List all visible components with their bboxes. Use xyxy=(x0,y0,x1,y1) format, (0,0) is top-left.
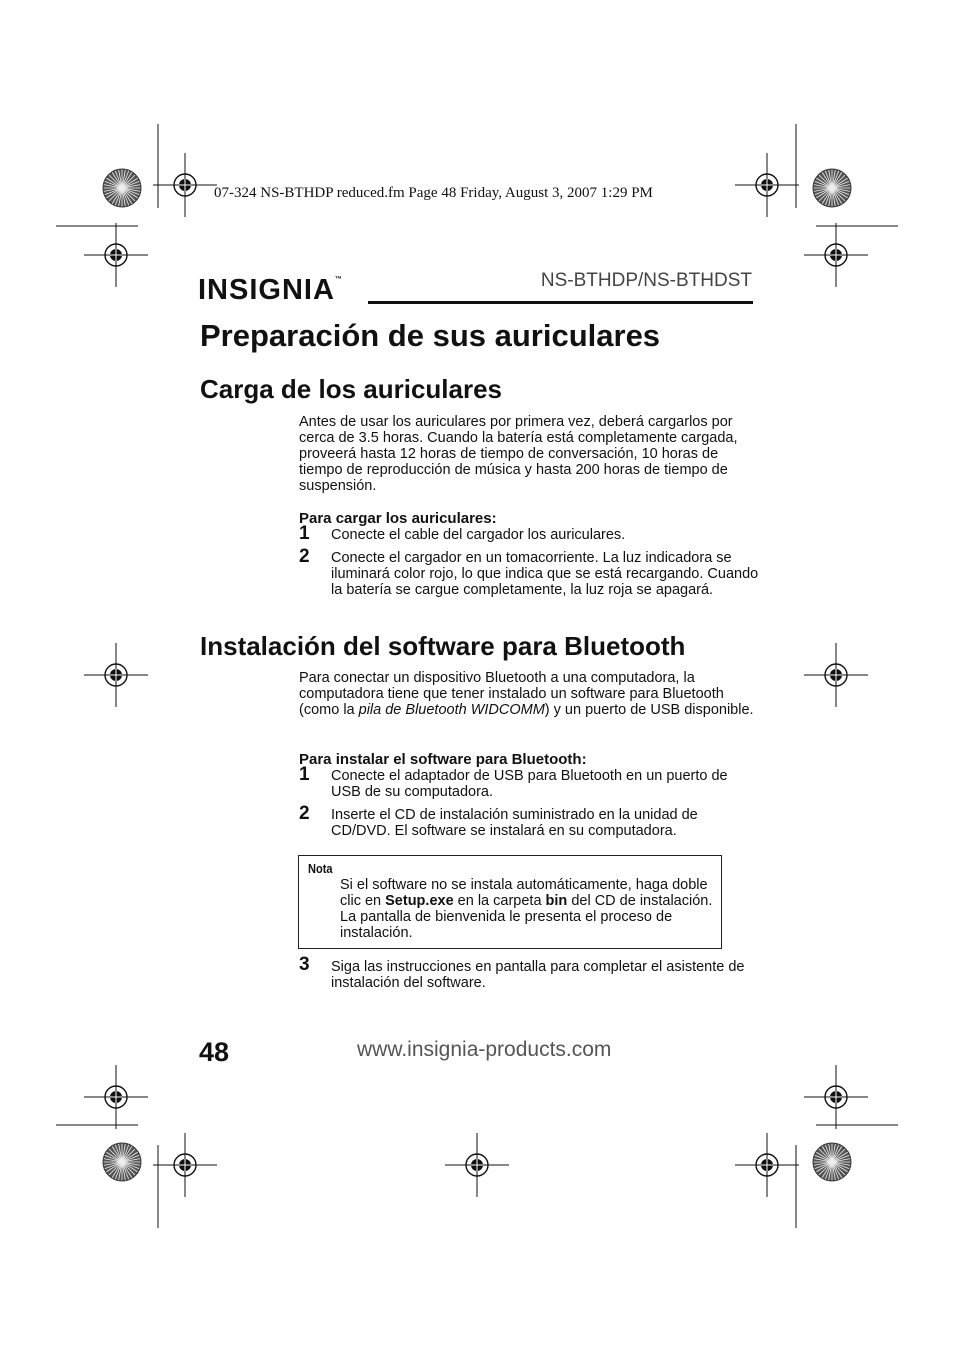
step-number: 2 xyxy=(299,803,310,824)
header-rule xyxy=(368,301,753,304)
model-number: NS-BTHDP/NS-BTHDST xyxy=(540,270,752,291)
step-number: 1 xyxy=(299,523,310,544)
file-slug-line: 07-324 NS-BTHDP reduced.fm Page 48 Friday, August 3, 2007 1:29 PM xyxy=(214,185,653,201)
footer-url: www.insignia-products.com xyxy=(357,1038,612,1061)
logo-text: INSIGNIA xyxy=(198,274,335,306)
bin-folder-name: bin xyxy=(545,893,568,909)
step-number: 1 xyxy=(299,764,310,785)
step-text: Conecte el cable del cargador los auriculares. xyxy=(331,527,626,543)
step-number: 2 xyxy=(299,546,310,567)
step-text: Conecte el adaptador de USB para Bluetooth en un puerto de USB de su computadora. xyxy=(331,768,728,800)
page-title: Preparación de sus auriculares xyxy=(200,318,661,353)
charging-intro: Antes de usar los auriculares por primera vez, deberá cargarlos por cerca de 3.5 horas. Cuando la batería está completamente cargada, proveerá hasta 12 horas de tiempo de conversación, 10 horas de tiempo de reproducción de música y hasta 200 horas de tiempo de suspensión. xyxy=(299,414,738,494)
insignia-logo xyxy=(198,274,342,307)
step-text: Inserte el CD de instalación suministrado en la unidad de CD/DVD. El software se instalará en su computadora. xyxy=(331,807,698,839)
procedure-title-software: Para instalar el software para Bluetooth: xyxy=(299,751,587,768)
widcomm-stack-name: pila de Bluetooth WIDCOMM xyxy=(358,702,545,718)
step-text: Siga las instrucciones en pantalla para completar el asistente de instalación del software. xyxy=(331,959,745,991)
step-text: Conecte el cargador en un tomacorriente. La luz indicadora se iluminará color rojo, lo que indica que se está recargando. Cuando la batería se cargue completamente, la luz roja se apagará. xyxy=(331,550,759,598)
software-intro: Para conectar un dispositivo Bluetooth a una computadora, la computadora tiene que tener instalado un software para Bluetooth (como la pila de Bluetooth WIDCOMM) y un puerto de USB disponible. xyxy=(299,670,754,718)
procedure-title-charging: Para cargar los auriculares: xyxy=(299,510,497,527)
note-text: Si el software no se instala automáticamente, haga doble clic en Setup.exe en la carpeta bin del CD de instalación. La pantalla de bienvenida le presenta el proceso de instalación. xyxy=(340,877,713,941)
setup-exe-filename: Setup.exe xyxy=(385,893,454,909)
section-heading-charging: Carga de los auriculares xyxy=(200,374,503,404)
page-number: 48 xyxy=(199,1037,230,1067)
note-label: Nota xyxy=(308,861,333,876)
logo-trademark: ™ xyxy=(334,276,342,283)
step-number: 3 xyxy=(299,954,310,975)
section-heading-software: Instalación del software para Bluetooth xyxy=(200,631,686,661)
